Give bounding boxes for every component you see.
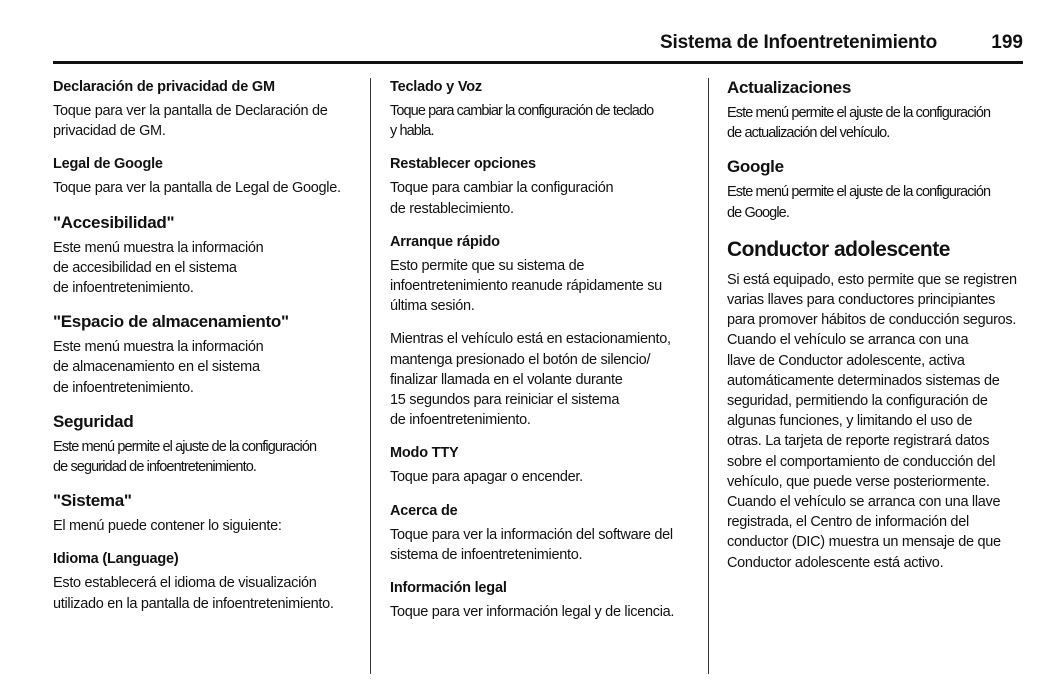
header-title: Sistema de Infoentretenimiento [660,32,937,53]
section-heading: "Espacio de almacenamiento" [53,312,289,332]
body-line: utilizado en la pantalla de infoentretenimiento. [53,595,334,612]
body-line: vehículo, que puede verse posteriormente. [727,473,990,490]
body-line: registrada, el Centro de información del [727,514,969,531]
section-actualizaciones [727,77,1032,143]
body-line: Si está equipado, esto permite que se registren [727,271,1017,288]
section-heading: Teclado y Voz [390,79,482,95]
body-line: de infoentretenimiento. [53,379,194,396]
column-divider-1 [370,78,371,674]
body-line: última sesión. [390,298,475,315]
section-heading: Acerca de [390,502,458,519]
section-sistema [53,490,363,536]
body-line: varias llaves para conductores principiantes [727,292,996,309]
body-line: de actualización del vehículo. [727,125,890,142]
section-acerca-de [390,501,700,565]
body-line: Este menú permite el ajuste de la configuración [53,438,317,455]
section-body [727,270,1032,573]
body-line: conductor (DIC) muestra un mensaje de que [727,534,1001,551]
section-heading: Declaración de privacidad de GM [53,79,275,95]
body-line: Este menú permite el ajuste de la configuración [727,105,991,121]
section-heading: Modo TTY [390,445,459,462]
body-line: para promover hábitos de conducción seguros. [727,312,1017,329]
body-line: privacidad de GM. [53,123,166,140]
section-body [727,103,1032,143]
section-paragraph [390,329,700,430]
body-line: 15 segundos para reiniciar el sistema [390,392,620,409]
section-seguridad [53,411,363,477]
body-line: Toque para ver información legal y de licencia. [390,604,675,621]
section-declaracion-de-privacidad-de-gm [53,77,363,141]
section-google [727,156,1032,222]
section-restablecer-opciones [390,154,700,218]
body-line: y habla. [390,123,434,140]
page-number: 199 [991,32,1023,53]
section-heading: Conductor adolescente [727,237,950,261]
body-line: de infoentretenimiento. [53,280,194,297]
body-line: sobre el comportamiento de conducción del [727,453,996,470]
body-line: Esto establecerá el idioma de visualización [53,575,317,592]
header-rule [53,61,1023,64]
body-line: Toque para cambiar la configuración [390,180,614,197]
section-body [390,467,700,487]
section-espacio-de-almacenamiento [53,311,363,398]
section-body [390,602,700,622]
section-body [53,178,363,198]
body-line: automáticamente determinados sistemas de [727,372,1000,389]
section-body [390,178,700,218]
section-idioma-language [53,549,363,613]
section-body [727,182,1032,222]
body-line: sistema de infoentretenimiento. [390,546,583,563]
body-line: Esto permite que su sistema de [390,257,585,274]
column-divider-2 [708,78,709,674]
section-conductor-adolescente [727,236,1032,573]
section-heading: Idioma (Language) [53,551,179,568]
body-line: Cuando el vehículo se arranca con una llave [727,494,1001,511]
column-3 [727,77,1032,586]
section-body [390,525,700,565]
section-modo-tty [390,443,700,487]
body-line: Conductor adolescente está activo. [727,554,944,571]
body-line: llave de Conductor adolescente, activa [727,352,965,369]
section-body [390,329,700,430]
section-legal-de-google [53,154,363,198]
section-heading: "Sistema" [53,491,132,511]
column-2 [390,77,700,635]
page-header [0,0,1054,66]
body-line: Toque para ver la pantalla de Legal de Google. [53,180,341,197]
body-line: de restablecimiento. [390,200,514,217]
body-line: El menú puede contener lo siguiente: [53,518,282,535]
section-heading: Restablecer opciones [390,156,536,173]
section-heading: Google [727,157,784,177]
body-line: de Google. [727,204,789,221]
body-line: de infoentretenimiento. [390,412,531,429]
section-heading: "Accesibilidad" [53,212,175,232]
section-accesibilidad [53,212,363,299]
body-line: Este menú muestra la información [53,239,264,256]
body-line: otras. La tarjeta de reporte registrará datos [727,433,990,450]
section-arranque-rapido [390,232,700,317]
section-body [390,101,700,141]
body-line: Toque para apagar o encender. [390,469,583,486]
body-line: seguridad, permitiendo la configuración de [727,393,988,410]
body-line: algunas funciones, y limitando el uso de [727,413,973,430]
section-heading: Seguridad [53,411,134,431]
section-teclado-y-voz [390,77,700,141]
column-1 [53,77,363,627]
section-heading: Actualizaciones [727,78,851,97]
body-line: Este menú permite el ajuste de la configuración [727,184,991,201]
section-heading: Legal de Google [53,156,163,173]
body-line: finalizar llamada en el volante durante [390,371,623,388]
body-line: mantenga presionado el botón de silencio/ [390,351,651,368]
section-body [390,256,700,317]
body-line: Cuando el vehículo se arranca con una [727,332,969,349]
body-line: Toque para ver la pantalla de Declaración de [53,103,328,119]
body-line: Este menú muestra la información [53,339,264,356]
section-body [53,573,363,613]
body-line: Toque para cambiar la configuración de teclado [390,103,654,119]
section-body [53,516,363,536]
section-informacion-legal [390,578,700,622]
body-line: de seguridad de infoentretenimiento. [53,459,256,476]
section-body [53,101,363,141]
section-heading: Información legal [390,580,507,597]
body-line: Toque para ver la información del software del [390,526,673,543]
section-body [53,337,363,398]
section-body [53,437,363,477]
body-line: de accesibilidad en el sistema [53,259,237,276]
body-line: Mientras el vehículo está en estacionamiento, [390,331,671,348]
body-line: de almacenamiento en el sistema [53,359,260,376]
section-heading: Arranque rápido [390,233,500,250]
section-body [53,238,363,299]
body-line: infoentretenimiento reanude rápidamente su [390,278,662,295]
